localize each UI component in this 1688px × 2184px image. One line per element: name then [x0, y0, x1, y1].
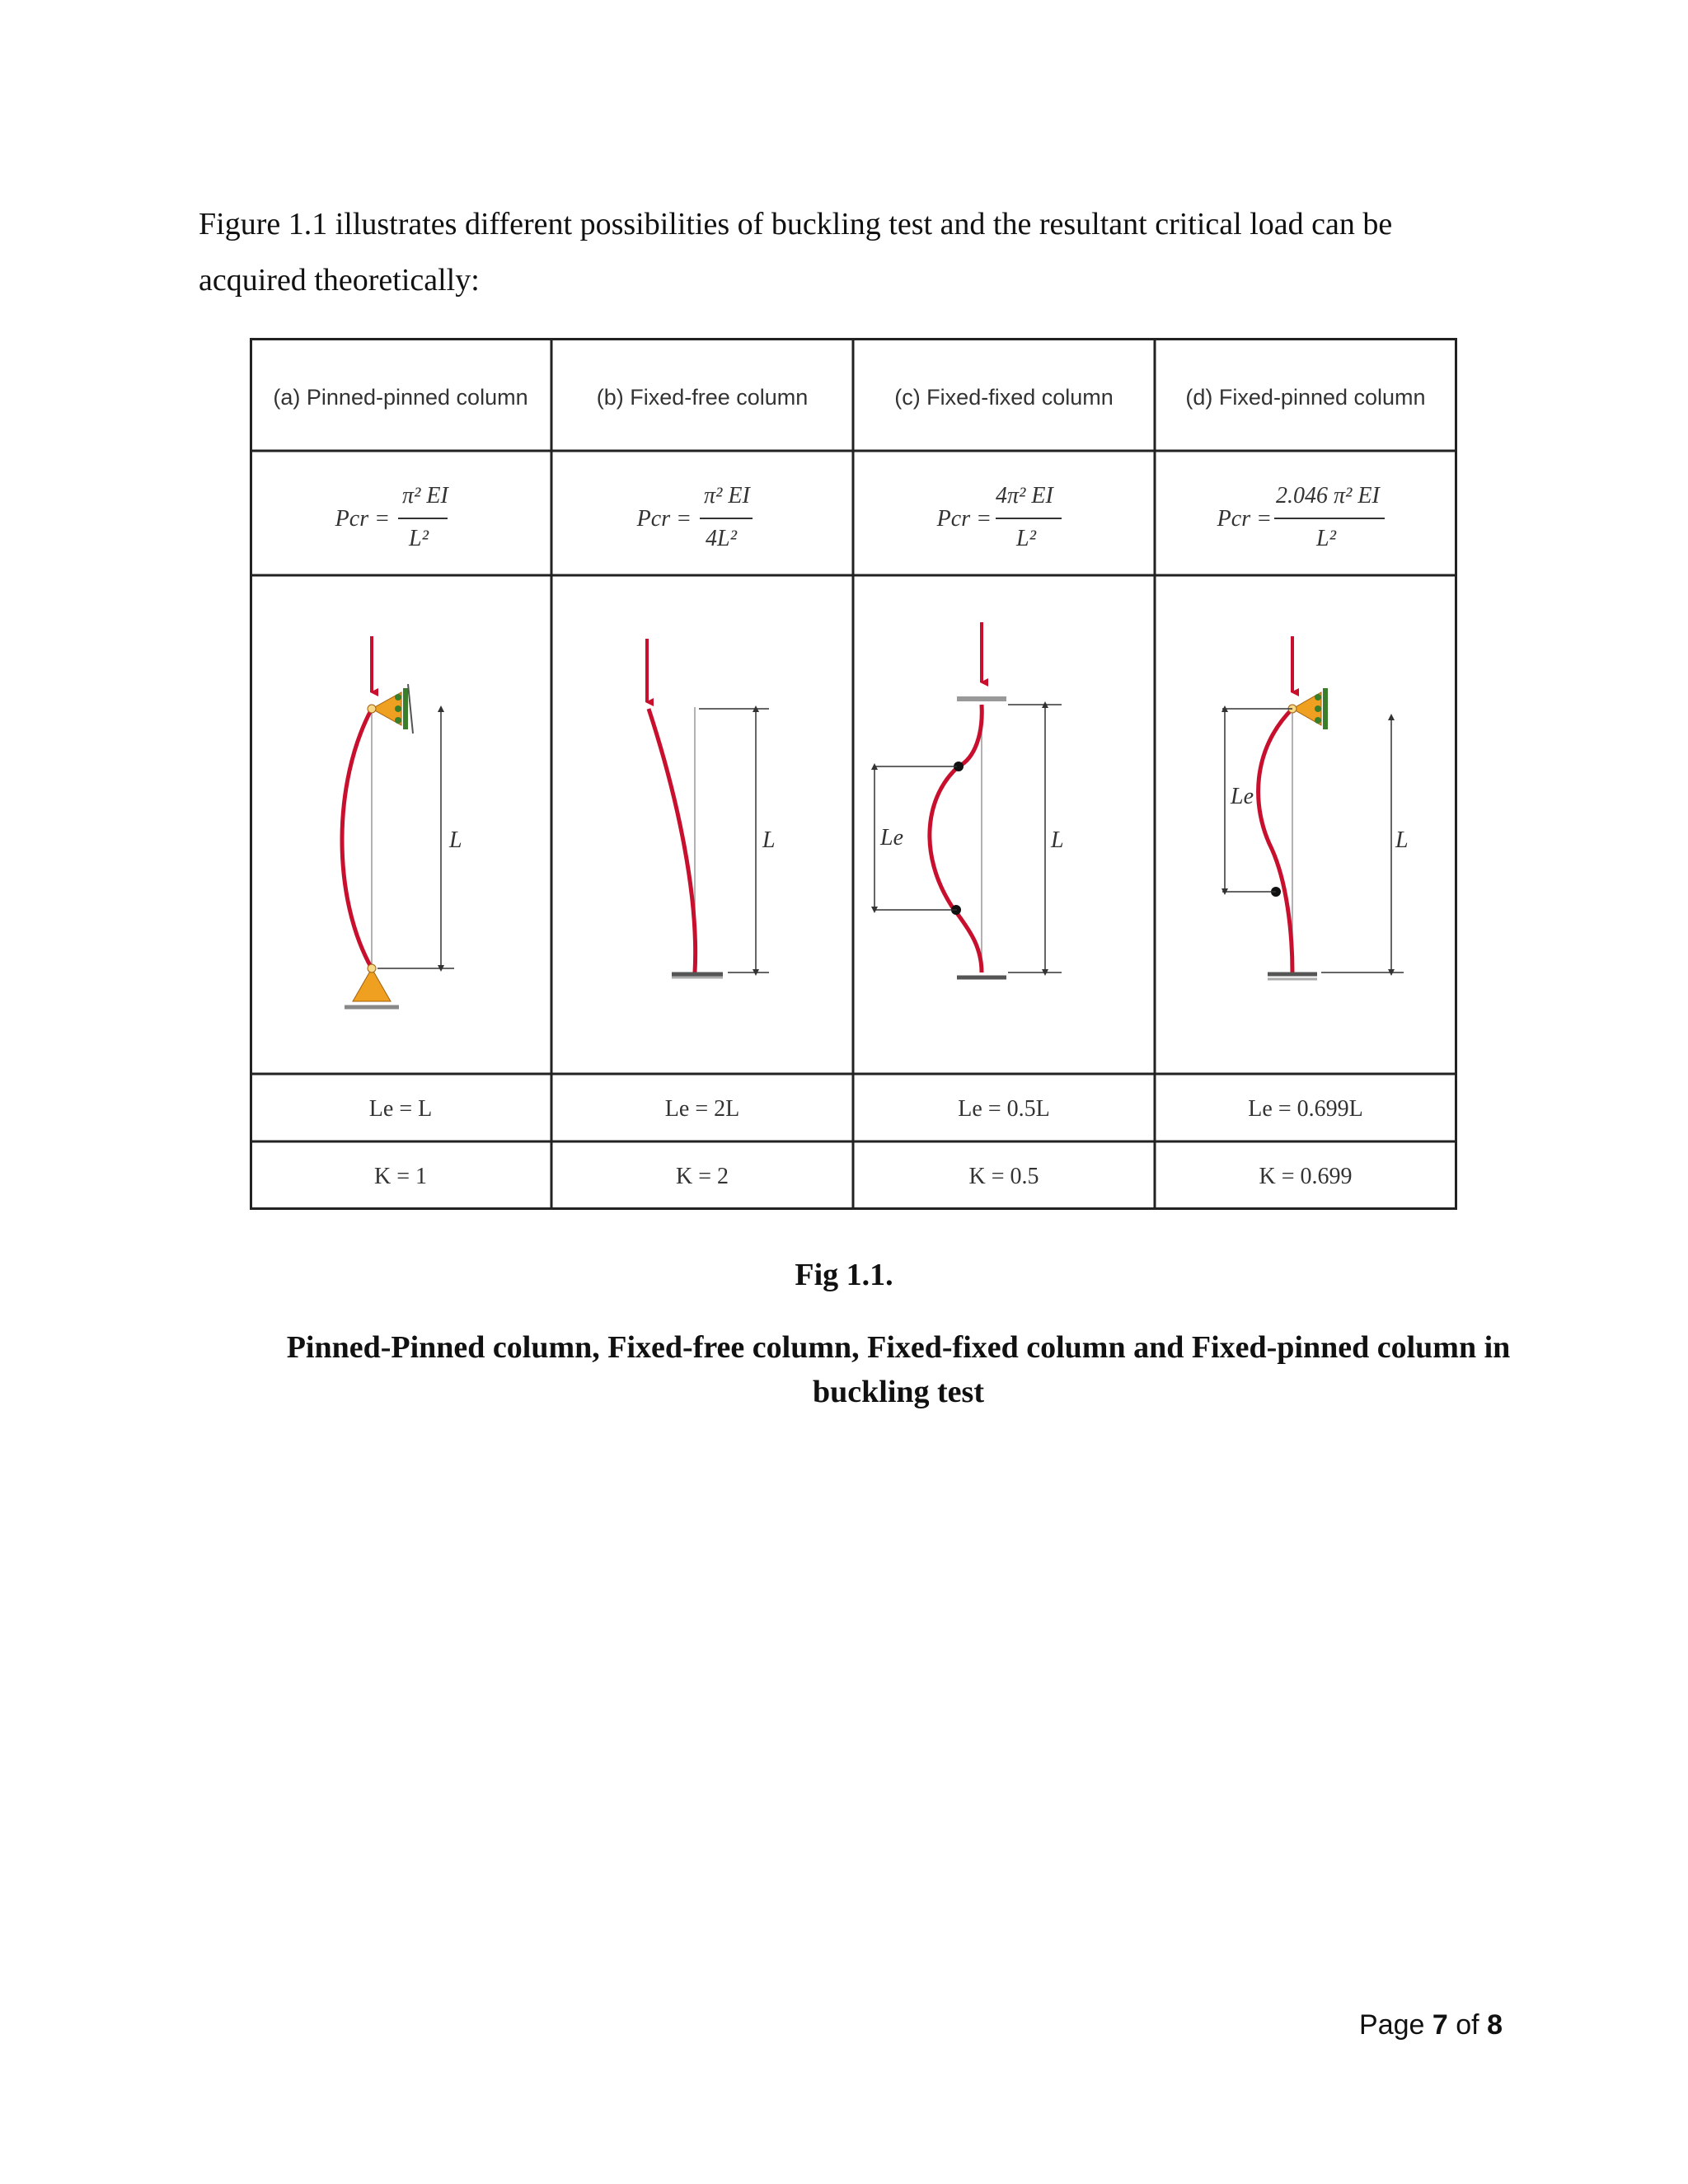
buckling-figure-svg	[250, 338, 1457, 1212]
intro-line-2: acquired theoretically:	[199, 263, 480, 298]
numerator-b: π² EI	[704, 483, 750, 509]
pcr-label-b: Pcr =	[636, 506, 692, 532]
k-d: K = 0.699	[1259, 1164, 1353, 1189]
denominator-d: L²	[1316, 526, 1336, 551]
k-a: K = 1	[373, 1164, 428, 1189]
diagram-pinned-pinned	[342, 636, 462, 1007]
column-curve-b	[649, 709, 696, 972]
le-a: Le = L	[368, 1096, 433, 1122]
k-c: K = 0.5	[968, 1164, 1039, 1189]
denominator-a: L²	[409, 526, 429, 551]
page-of: of	[1456, 2009, 1479, 2041]
formula-b	[636, 483, 753, 551]
le-d: Le = 0.699L	[1248, 1096, 1363, 1122]
column-curve-a	[342, 709, 372, 968]
denominator-c: L²	[1016, 526, 1036, 551]
length-label-d: L	[1395, 827, 1409, 853]
eff-length-label-d: Le	[1231, 784, 1254, 809]
formula-d	[1217, 483, 1385, 551]
roller-wall-a	[403, 688, 408, 729]
numerator-c: 4π² EI	[996, 483, 1053, 509]
intro-paragraph	[199, 196, 1484, 308]
le-c: Le = 0.5L	[958, 1096, 1050, 1122]
buckling-figure	[250, 338, 1457, 1212]
header-d: (d) Fixed-pinned column	[1185, 385, 1426, 410]
pin-support-bottom-a	[353, 968, 391, 1001]
header-b: (b) Fixed-free column	[596, 385, 809, 410]
page-number	[1359, 2009, 1503, 2041]
le-b: Le = 2L	[664, 1096, 740, 1122]
length-label-a: L	[449, 827, 462, 853]
header-c: (c) Fixed-fixed column	[894, 385, 1114, 410]
length-label-c: L	[1051, 827, 1064, 853]
table-grid	[250, 338, 1457, 1210]
numerator-d: 2.046 π² EI	[1276, 483, 1380, 509]
formula-a	[335, 483, 450, 551]
eff-length-label-c: Le	[880, 825, 903, 851]
pcr-label-c: Pcr =	[936, 506, 992, 532]
pcr-label-d: Pcr =	[1217, 506, 1272, 532]
k-b: K = 2	[675, 1164, 729, 1189]
page-prefix: Page	[1359, 2009, 1425, 2041]
intro-line-1: Figure 1.1 illustrates different possibilities of buckling test and the resultant critical load can be	[199, 207, 1393, 241]
page-current: 7	[1432, 2009, 1448, 2041]
pcr-label-a: Pcr =	[335, 506, 390, 532]
diagram-fixed-free	[647, 639, 776, 977]
figure-caption: Pinned-Pinned column, Fixed-free column, Fixed-fixed column and Fixed-pinned column in buckling test	[286, 1330, 1511, 1409]
denominator-b: 4L²	[706, 526, 737, 551]
diagram-fixed-pinned	[1222, 636, 1409, 979]
figure-number: Fig 1.1.	[795, 1258, 893, 1292]
column-curve-c	[930, 705, 982, 972]
formula-c	[936, 483, 1062, 551]
numerator-a: π² EI	[402, 483, 448, 509]
diagram-fixed-fixed	[874, 622, 1064, 977]
header-a: (a) Pinned-pinned column	[273, 385, 528, 410]
column-curve-d	[1259, 709, 1292, 972]
page-total: 8	[1487, 2009, 1503, 2041]
roller-wall-d	[1323, 688, 1328, 729]
length-label-b: L	[762, 827, 776, 853]
